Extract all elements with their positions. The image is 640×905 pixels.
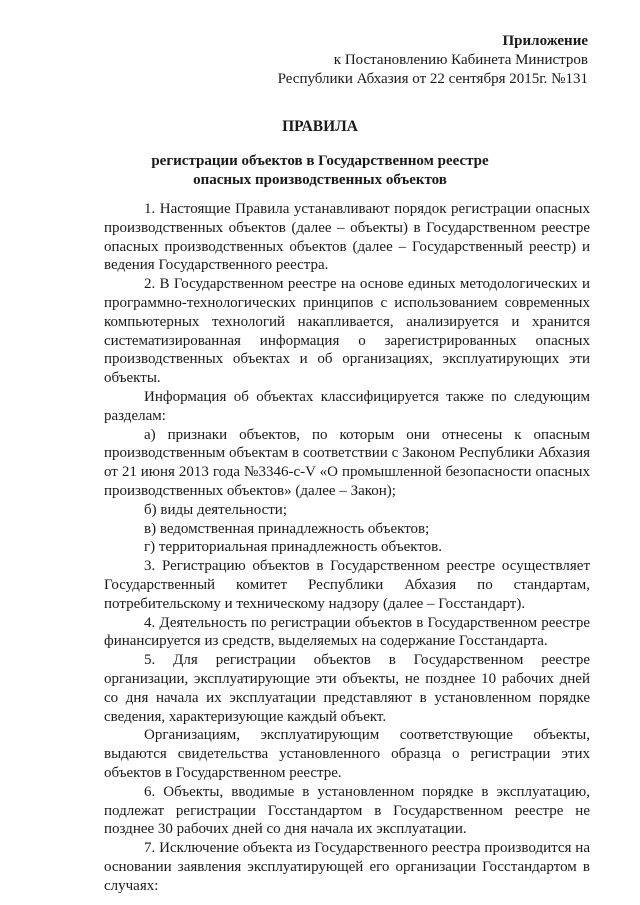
document-body [104,200,590,895]
appendix-line-1: к Постановлению Кабинета Министров [333,52,588,68]
list-item-g: г) территориальная принадлежность объектов. [144,539,443,556]
appendix-block [278,32,588,89]
paragraph-7: 7. Исключение объекта из Государственного реестра производится на основании заявления эксплуатирующей его организации Госстандартом в случаях: [104,840,590,894]
paragraph-5: 5. Для регистрации объектов в Государственном реестре организации, эксплуатирующие эти объекты, не позднее 10 рабочих дней со дня начала их эксплуатации представляют в установленном порядке сведения, характеризующие каждый объект. [104,652,590,725]
subtitle-line-1: регистрации объектов в Государственном реестре [151,153,489,169]
appendix-line-2: Республики Абхазия от 22 сентября 2015г. №131 [277,71,588,87]
appendix-title: Приложение [502,33,588,49]
paragraph-1: 1. Настоящие Правила устанавливают порядок регистрации опасных производственных объектов (далее – объекты) в Государственном реестре опасных производственных объектов (далее – Государственный реестр) и ведения Государственного реестра. [104,201,590,274]
document-title: ПРАВИЛА [282,118,358,135]
document-subtitle [0,152,640,190]
paragraph-classification: Информация об объектах классифицируется также по следующим разделам: [104,388,590,424]
list-item-v: в) ведомственная принадлежность объектов; [144,520,430,537]
paragraph-2: 2. В Государственном реестре на основе единых методологических и программно-технологических принципов с использованием современных компьютерных технологий накапливается, анализируется и хранится систематизированная информация о зарегистрированных опасных производственных объектах и об организациях, эксплуатирующих эти объекты. [104,276,590,387]
paragraph-3: 3. Регистрацию объектов в Государственном реестре осуществляет Государственный комитет Республики Абхазия по стандартам, потребительскому и техническому надзору (далее – Госстандарт). [104,558,590,612]
paragraph-5-cont: Организациям, эксплуатирующим соответствующие объекты, выдаются свидетельства установленного образца о регистрации этих объектов в Государственном реестре. [104,727,590,781]
paragraph-4: 4. Деятельность по регистрации объектов в Государственном реестре финансируется из средств, выделяемых на содержание Госстандарта. [104,614,590,650]
paragraph-6: 6. Объекты, вводимые в установленном порядке в эксплуатацию, подлежат регистрации Госстандартом в Государственном реестре не позднее 30 рабочих дней со дня начала их эксплуатации. [104,783,590,838]
list-item-b: б) виды деятельности; [144,501,287,518]
subtitle-line-2: опасных производственных объектов [193,172,447,188]
list-item-a: а) признаки объектов, по которым они отнесены к опасным производственным объектам в соответствии с Законом Республики Абхазия от 21 июня 2013 года №3346-с-V «О промышленной безопасности опасных производственных объектов» (далее – Закон); [104,426,590,499]
